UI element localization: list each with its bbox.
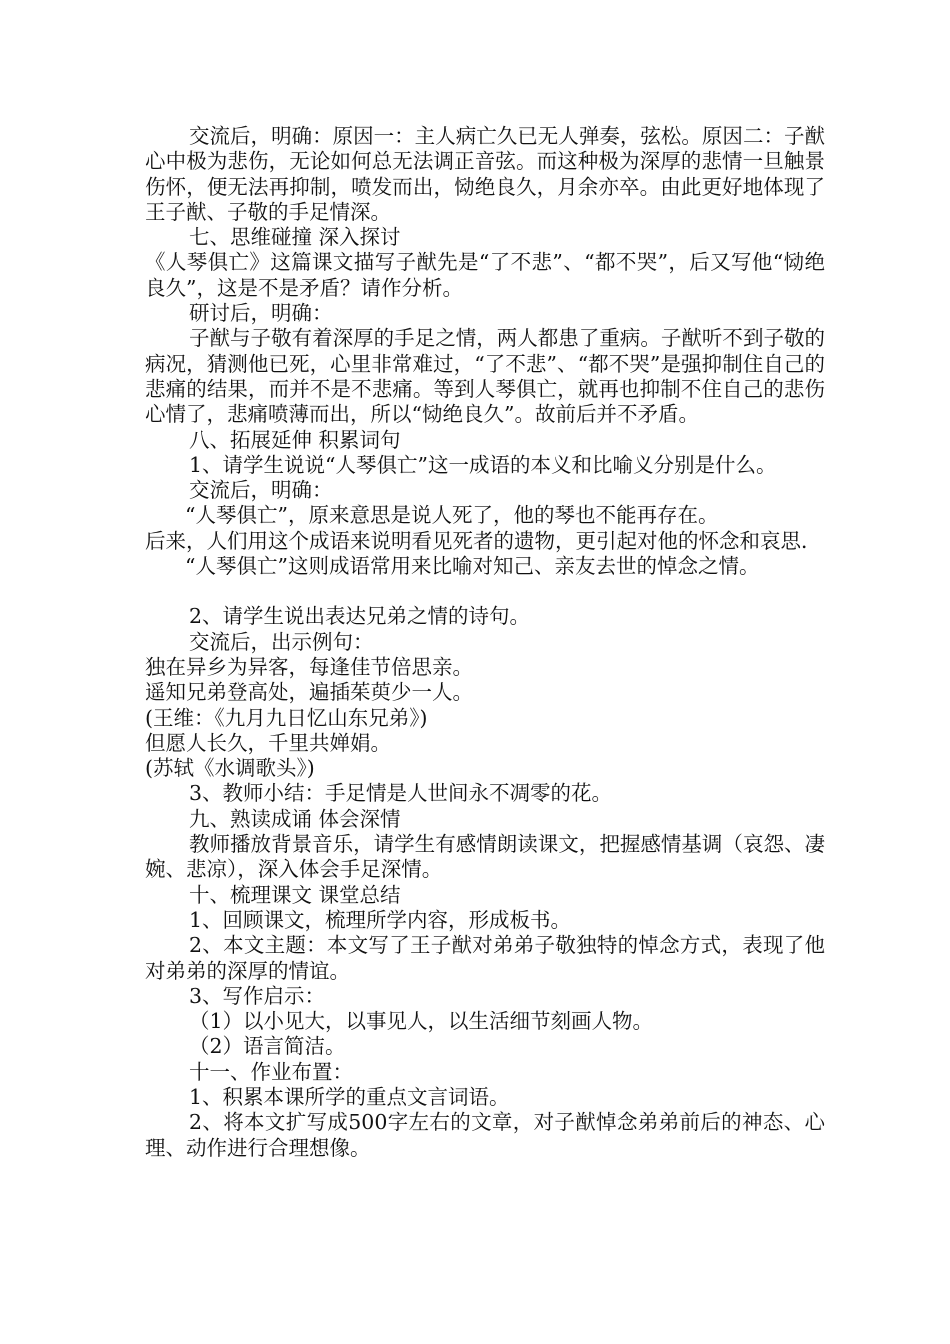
paragraph-teacher-summary: 3、教师小结：手足情是人世间永不凋零的花。 [189, 781, 613, 806]
paragraph-review: 1、回顾课文，梳理所学内容，形成板书。 [189, 907, 572, 932]
paragraph-idiom-metaphor: “人琴俱亡”这则成语常用来比喻对知己、亲友去世的悼念之情。 [185, 554, 760, 579]
poem-line: 但愿人长久，千里共婵娟。 [145, 730, 391, 755]
poem-line: 独在异乡为异客，每逢佳节倍思亲。 [145, 654, 473, 679]
section-heading-8: 八、拓展延伸 积累词句 [189, 427, 401, 452]
paragraph-question: 《人琴俱亡》这篇课文描写子猷先是“了不悲”、“都不哭”，后又写他“恸绝良久”，这是不是矛盾？请作分析。 [145, 250, 825, 300]
paragraph-idiom-later: 后来，人们用这个成语来说明看见死者的遗物，更引起对他的怀念和哀思． [145, 528, 822, 553]
paragraph-writing-tip-2: （2）语言简洁。 [189, 1034, 346, 1059]
poem-citation: (苏轼《水调歌头》) [145, 756, 315, 781]
paragraph-reading-task: 教师播放背景音乐，请学生有感情朗读课文，把握感情基调（哀怨、凄婉、悲凉），深入体会手足深情。 [145, 832, 825, 882]
section-heading-9: 九、熟读成诵 体会深情 [189, 806, 401, 831]
blank-line [145, 579, 825, 604]
paragraph-homework-2: 2、将本文扩写成500字左右的文章，对子猷悼念弟弟前后的神态、心理、动作进行合理想像。 [145, 1110, 825, 1160]
paragraph-discussion-intro: 交流后，明确： [189, 478, 333, 503]
paragraph-analysis: 子猷与子敬有着深厚的手足之情，两人都患了重病。子猷听不到子敬的病况，猜测他已死，心里非常难过，“了不悲”、“都不哭”是强抑制住自己的悲痛的结果，而并不是不悲痛。等到人琴俱亡，就再也抑制不住自己的悲伤心情了，悲痛喷薄而出，所以“恸绝良久”。故前后并不矛盾。 [145, 326, 825, 427]
paragraph-idiom-question: 1、请学生说说“人琴俱亡”这一成语的本义和比喻义分别是什么。 [189, 452, 777, 477]
section-heading-11: 十一、作业布置： [189, 1059, 353, 1084]
paragraph-homework-1: 1、积累本课所学的重点文言词语。 [189, 1084, 510, 1109]
poem-line: 遥知兄弟登高处，遍插茱萸少一人。 [145, 680, 473, 705]
paragraph-writing-tip-1: （1）以小见大，以事见人，以生活细节刻画人物。 [189, 1009, 654, 1034]
paragraph-discussion-reasons: 交流后，明确：原因一：主人病亡久已无人弹奏，弦松。原因二：子猷心中极为悲伤，无论如何总无法调正音弦。而这种极为深厚的悲情一旦触景伤怀，便无法再抑制，喷发而出，恸绝良久，月余亦卒。由此更好地体现了王子猷、子敬的手足情深。 [145, 124, 825, 224]
paragraph-idiom-original: “人琴俱亡”，原来意思是说人死了，他的琴也不能再存在。 [185, 503, 719, 528]
section-heading-10: 十、梳理课文 课堂总结 [189, 882, 401, 907]
poem-citation: (王维：《九月九日忆山东兄弟》) [145, 705, 428, 730]
paragraph-poem-question: 2、请学生说出表达兄弟之情的诗句。 [189, 604, 531, 629]
paragraph-example-intro: 交流后，出示例句： [189, 629, 374, 654]
paragraph-theme: 2、本文主题：本文写了王子猷对弟弟子敬独特的悼念方式，表现了他对弟弟的深厚的情谊。 [145, 933, 825, 983]
section-heading-7: 七、思维碰撞 深入探讨 [189, 225, 401, 250]
paragraph-research-intro: 研讨后，明确： [189, 301, 333, 326]
paragraph-writing-tips-heading: 3、写作启示： [189, 983, 326, 1008]
document-body [145, 124, 825, 1161]
